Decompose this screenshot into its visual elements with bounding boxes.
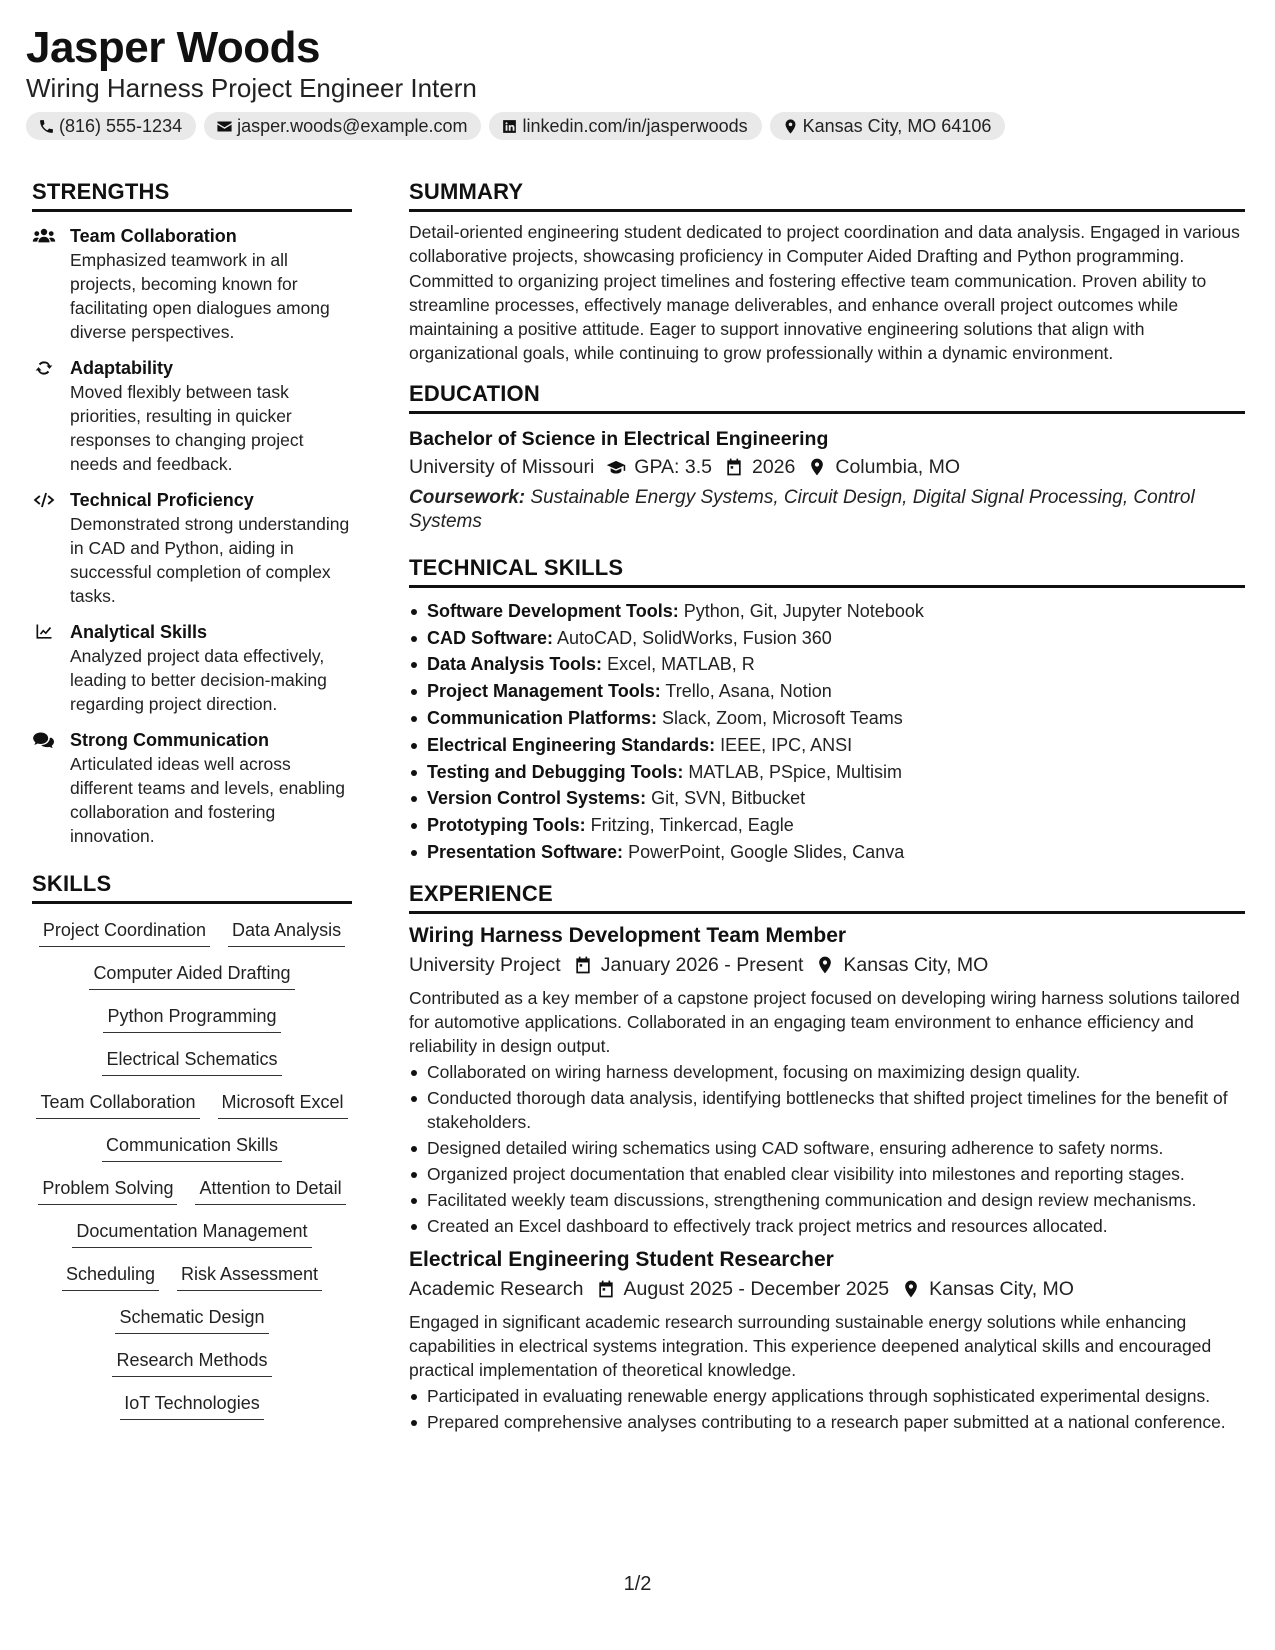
- list-item: Created an Excel dashboard to effectively track project metrics and resources allocated.: [409, 1214, 1245, 1238]
- strength-desc: Demonstrated strong understanding in CAD and Python, aiding in successful completion of complex tasks.: [70, 514, 350, 606]
- skill-tag: Data Analysis: [228, 918, 345, 947]
- strength-desc: Emphasized teamwork in all projects, becoming known for facilitating open dialogues among diverse perspectives.: [70, 250, 330, 342]
- contact-linkedin[interactable]: [489, 112, 761, 140]
- coursework: [409, 486, 1245, 534]
- strength-title: Strong Communication: [70, 730, 269, 750]
- list-item: Project Management Tools: Trello, Asana, Notion: [409, 678, 1245, 705]
- skill-tag: Scheduling: [62, 1262, 159, 1291]
- skills-heading: SKILLS: [32, 870, 352, 904]
- job-description: Contributed as a key member of a capstone project focused on developing wiring harness solutions tailored for automotive applications. Collaborated in an engaging team environment to enhance efficiency and reliability in design output.: [409, 987, 1240, 1056]
- job-location: Kansas City, MO: [929, 1277, 1074, 1300]
- skill-tag: Project Coordination: [39, 918, 210, 947]
- list-item: CAD Software: AutoCAD, SolidWorks, Fusion 360: [409, 625, 1245, 652]
- strength-item: [32, 728, 352, 848]
- job-bullets: [409, 1060, 1245, 1238]
- strength-title: Analytical Skills: [70, 622, 208, 642]
- left-column: [32, 178, 352, 1420]
- strength-desc: Articulated ideas well across different teams and levels, enabling collaboration and fostering innovation.: [70, 754, 345, 846]
- skill-tag: Microsoft Excel: [218, 1090, 348, 1119]
- email-text: jasper.woods@example.com: [237, 115, 468, 136]
- calendar-icon: [573, 955, 593, 975]
- job-title: Wiring Harness Development Team Member: [409, 923, 847, 947]
- list-item: Organized project documentation that enabled clear visibility into milestones and reporting stages.: [409, 1162, 1245, 1186]
- list-item: Data Analysis Tools: Excel, MATLAB, R: [409, 651, 1245, 678]
- job-bullets: [409, 1384, 1245, 1434]
- summary-text: Detail-oriented engineering student dedicated to project coordination and data analysis. Engaged in various collaborative projects, showcasing proficiency in Computer Aided Drafting and Python programming. Committed to organizing project timelines and fostering effective team communication. Proven ability to streamline processes, effectively manage deliverables, and enhance overall project outcomes while maintaining a positive attitude. Eager to support innovative engineering solutions that align with organizational goals, while continuing to grow professionally within a dynamic environment.: [409, 222, 1240, 364]
- job-entry: [409, 922, 1245, 1238]
- skill-tag: Documentation Management: [72, 1219, 311, 1248]
- comments-icon: [32, 730, 56, 750]
- gpa-text: GPA: 3.5: [634, 455, 712, 478]
- technical-skills-heading: TECHNICAL SKILLS: [409, 554, 1245, 588]
- job-description: Engaged in significant academic research surrounding sustainable energy solutions while enhancing capabilities in electrical systems integration. This experience deepened analytical skills and encouraged practical implementation of theoretical knowledge.: [409, 1311, 1212, 1380]
- skill-tag: IoT Technologies: [120, 1391, 263, 1420]
- contact-bar: [26, 112, 1246, 140]
- job-dates: August 2025 - December 2025: [623, 1277, 890, 1300]
- list-item: Testing and Debugging Tools: MATLAB, PSpice, Multisim: [409, 759, 1245, 786]
- summary-heading: SUMMARY: [409, 178, 1245, 212]
- location-pin-icon: [815, 955, 835, 975]
- skill-tag: Attention to Detail: [195, 1176, 345, 1205]
- calendar-icon: [596, 1279, 616, 1299]
- contact-phone[interactable]: [26, 112, 196, 140]
- linkedin-icon: [501, 118, 518, 135]
- users-icon: [32, 226, 56, 246]
- list-item: Designed detailed wiring schematics using CAD software, ensuring adherence to safety norms.: [409, 1136, 1245, 1160]
- phone-text: (816) 555-1234: [59, 115, 183, 136]
- calendar-icon: [724, 457, 744, 477]
- list-item: Prototyping Tools: Fritzing, Tinkercad, Eagle: [409, 812, 1245, 839]
- list-item: Participated in evaluating renewable energy applications through sophisticated experimental designs.: [409, 1384, 1245, 1408]
- envelope-icon: [216, 118, 233, 135]
- skill-tag: Computer Aided Drafting: [89, 961, 294, 990]
- location-pin-icon: [807, 457, 827, 477]
- coursework-text: Sustainable Energy Systems, Circuit Design, Digital Signal Processing, Control Systems: [409, 486, 1195, 532]
- list-item: Communication Platforms: Slack, Zoom, Microsoft Teams: [409, 705, 1245, 732]
- grad-year: 2026: [751, 455, 796, 478]
- job-org: University Project: [409, 953, 561, 976]
- skills-list: [32, 918, 352, 1420]
- linkedin-text: linkedin.com/in/jasperwoods: [522, 115, 748, 136]
- skill-tag: Risk Assessment: [177, 1262, 322, 1291]
- strength-item: [32, 488, 352, 608]
- location-pin-icon: [901, 1279, 921, 1299]
- job-title: Electrical Engineering Student Researcher: [409, 1247, 834, 1271]
- location-text: Kansas City, MO 64106: [802, 115, 992, 136]
- skill-tag: Problem Solving: [38, 1176, 177, 1205]
- candidate-title: Wiring Harness Project Engineer Intern: [26, 73, 477, 103]
- contact-email[interactable]: [204, 112, 481, 140]
- chart-line-icon: [32, 622, 56, 642]
- skill-tag: Electrical Schematics: [102, 1047, 281, 1076]
- job-meta: [409, 1274, 1245, 1304]
- school-name: University of Missouri: [409, 455, 595, 478]
- job-entry: [409, 1246, 1245, 1434]
- code-icon: [32, 490, 56, 510]
- experience-heading: EXPERIENCE: [409, 880, 1245, 914]
- list-item: Prepared comprehensive analyses contributing to a research paper submitted at a national conference.: [409, 1410, 1245, 1434]
- technical-skills-list: [409, 598, 1245, 866]
- education-heading: EDUCATION: [409, 380, 1245, 414]
- skill-tag: Research Methods: [112, 1348, 271, 1377]
- list-item: Electrical Engineering Standards: IEEE, IPC, ANSI: [409, 732, 1245, 759]
- page-number: 1/2: [623, 1573, 652, 1595]
- job-location: Kansas City, MO: [843, 953, 989, 976]
- list-item: Software Development Tools: Python, Git, Jupyter Notebook: [409, 598, 1245, 625]
- contact-location: [770, 112, 1006, 140]
- list-item: Collaborated on wiring harness development, focusing on maximizing design quality.: [409, 1060, 1245, 1084]
- skill-tag: Python Programming: [103, 1004, 280, 1033]
- sync-icon: [32, 358, 56, 378]
- right-column: [409, 178, 1245, 1434]
- job-meta: [409, 950, 1245, 980]
- candidate-name: Jasper Woods: [26, 23, 320, 72]
- skill-tag: Schematic Design: [115, 1305, 268, 1334]
- strength-title: Team Collaboration: [70, 226, 237, 246]
- resume-header: [26, 22, 1246, 140]
- strengths-list: [32, 224, 352, 848]
- school-location: Columbia, MO: [835, 455, 960, 478]
- education-meta: [409, 452, 1245, 482]
- strength-item: [32, 356, 352, 476]
- coursework-label: Coursework:: [409, 486, 526, 508]
- list-item: Version Control Systems: Git, SVN, Bitbucket: [409, 785, 1245, 812]
- location-pin-icon: [782, 118, 799, 135]
- skill-tag: Communication Skills: [102, 1133, 282, 1162]
- strength-title: Adaptability: [70, 358, 174, 378]
- strength-desc: Analyzed project data effectively, leading to better decision-making regarding project direction.: [70, 646, 327, 714]
- graduation-cap-icon: [606, 457, 626, 477]
- job-dates: January 2026 - Present: [600, 953, 804, 976]
- strength-desc: Moved flexibly between task priorities, resulting in quicker responses to changing project needs and feedback.: [70, 382, 304, 474]
- list-item: Facilitated weekly team discussions, strengthening communication and design review mechanisms.: [409, 1188, 1245, 1212]
- degree-title: Bachelor of Science in Electrical Engineering: [409, 427, 829, 450]
- strengths-heading: STRENGTHS: [32, 178, 352, 212]
- strength-item: [32, 224, 352, 344]
- skill-tag: Team Collaboration: [36, 1090, 199, 1119]
- list-item: Conducted thorough data analysis, identifying bottlenecks that shifted project timelines for the benefit of stakeholders.: [409, 1086, 1245, 1134]
- phone-icon: [38, 118, 55, 135]
- strength-title: Technical Proficiency: [70, 490, 254, 510]
- list-item: Presentation Software: PowerPoint, Google Slides, Canva: [409, 839, 1245, 866]
- job-org: Academic Research: [409, 1277, 584, 1300]
- strength-item: [32, 620, 352, 716]
